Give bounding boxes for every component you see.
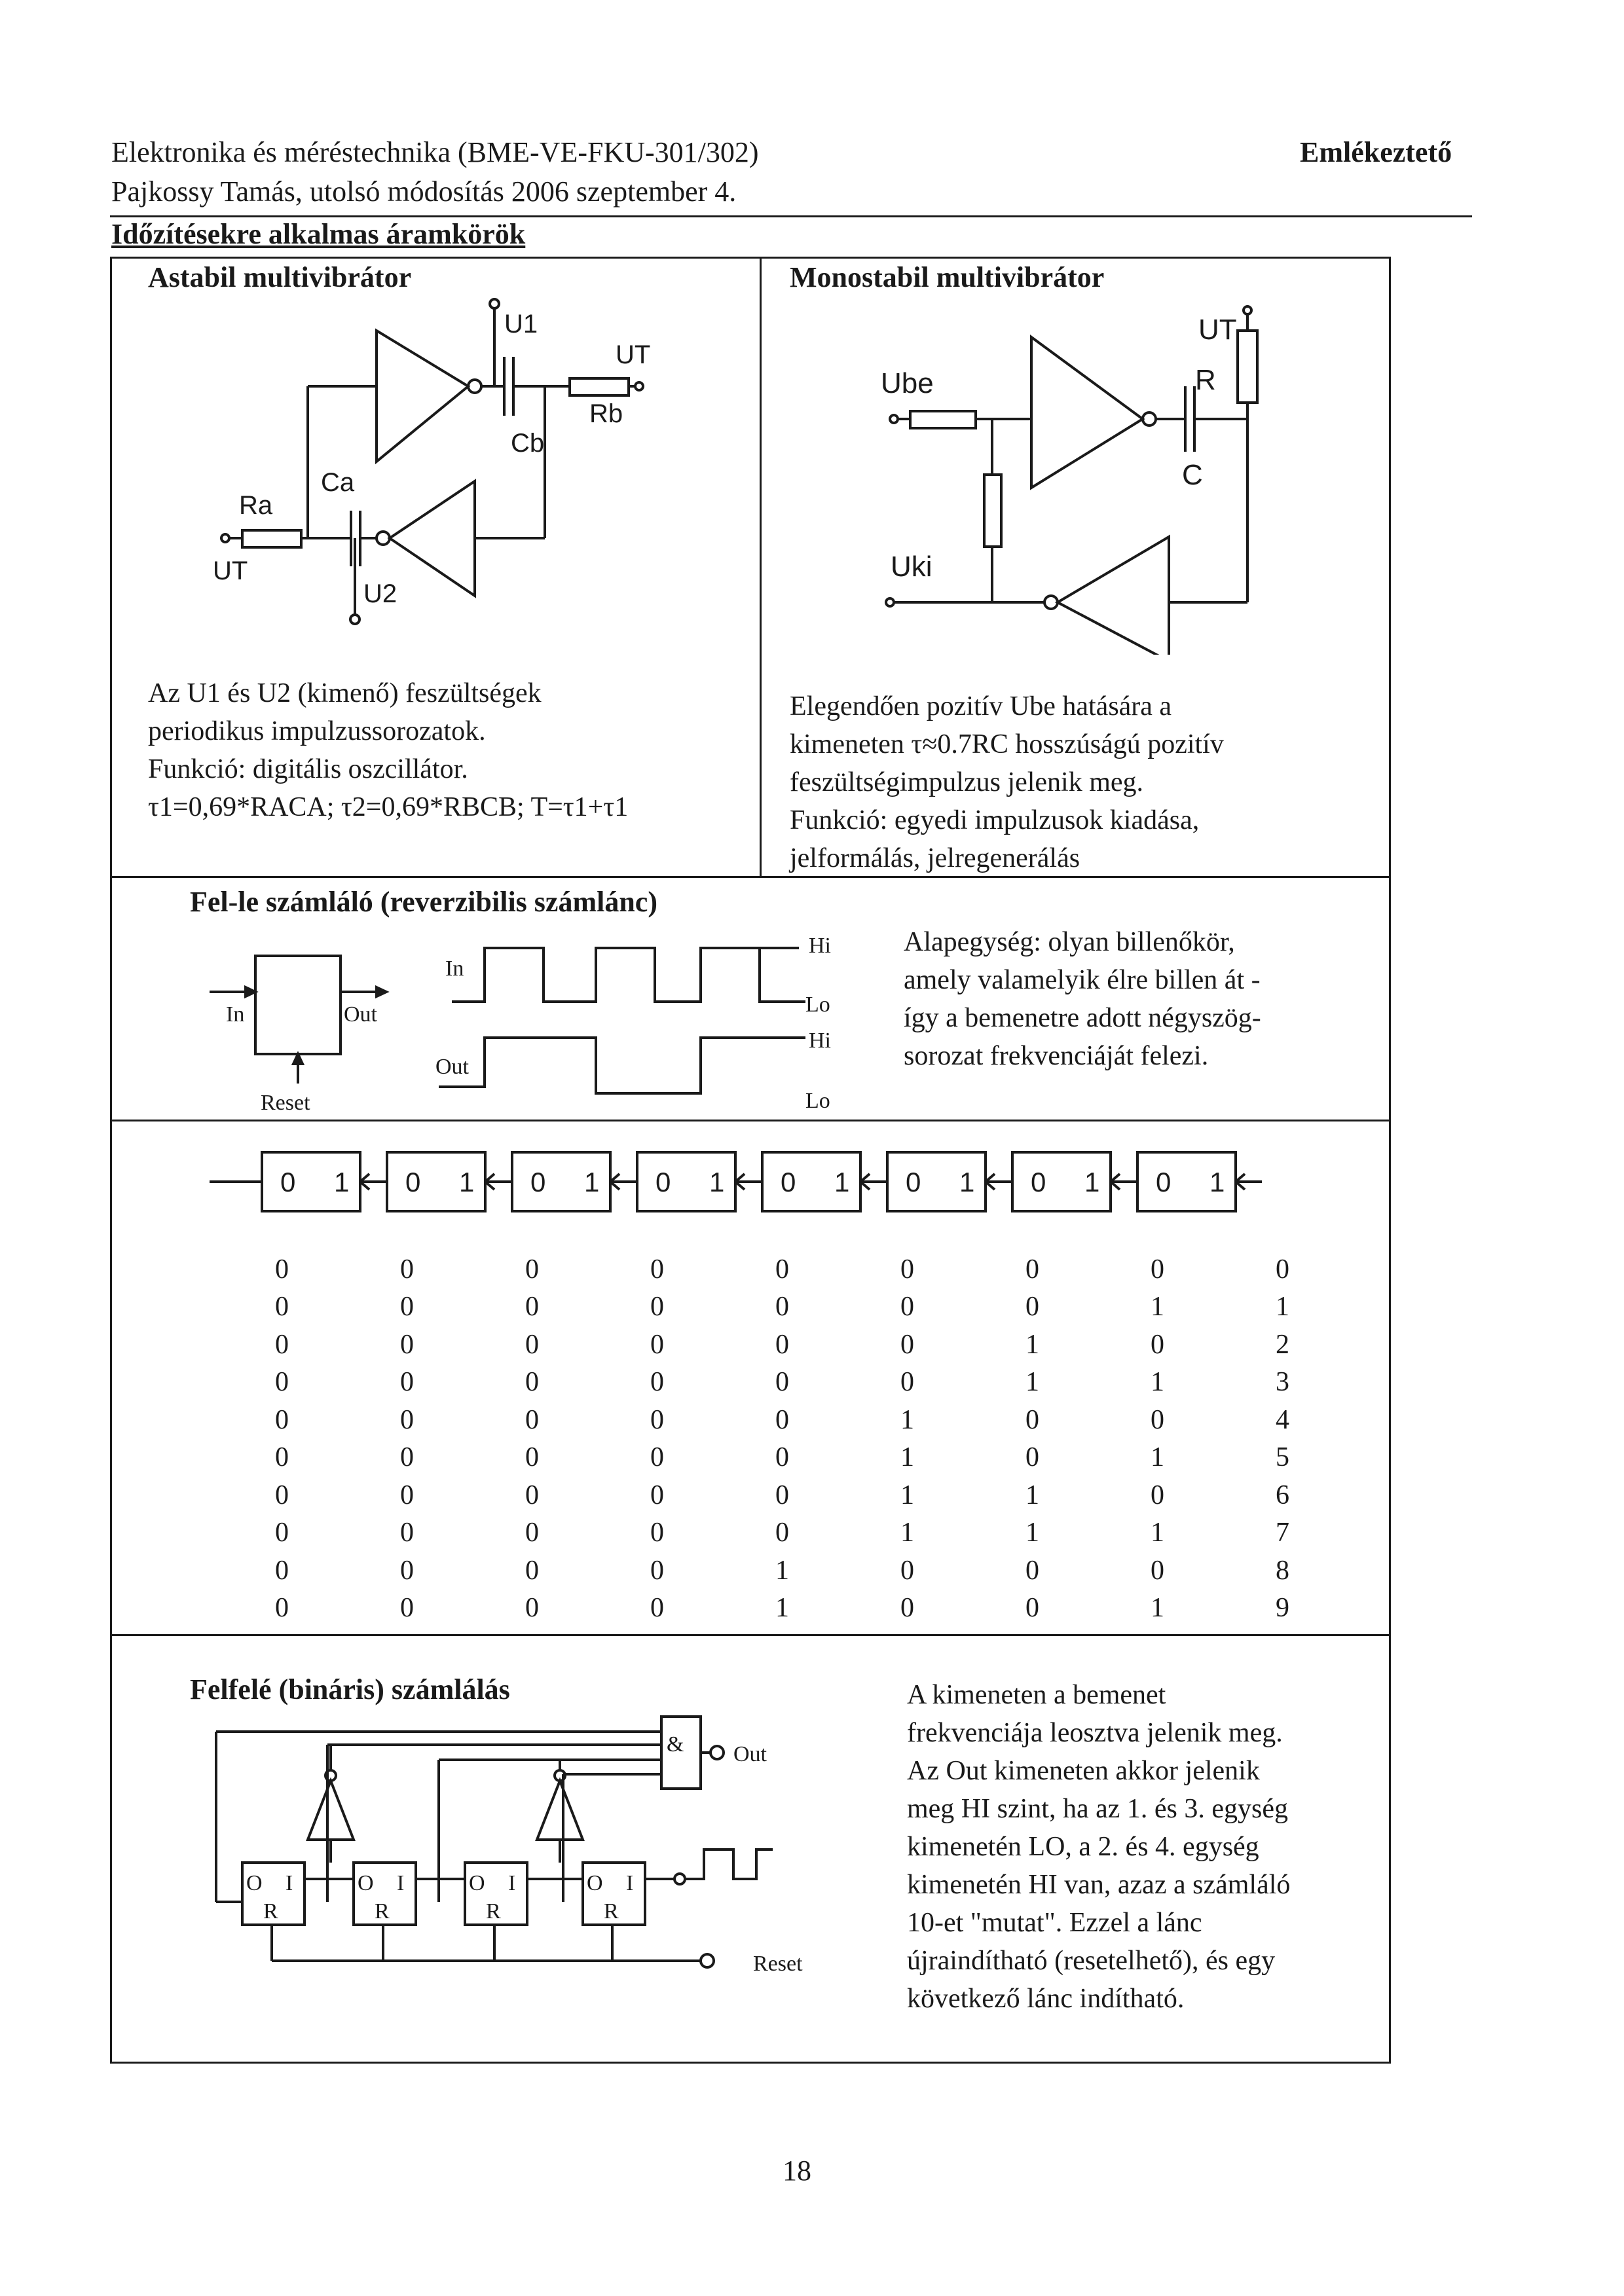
table-row bbox=[275, 1590, 1401, 1628]
table-cell: 0 bbox=[650, 1593, 664, 1624]
lo-label-2: Lo bbox=[805, 1089, 830, 1113]
counter-chain bbox=[111, 1126, 1388, 1237]
ff-i-label: I bbox=[286, 1871, 293, 1895]
ut-top-label: UT bbox=[616, 340, 651, 369]
table-row bbox=[275, 1326, 1401, 1364]
counter-diagram bbox=[111, 923, 871, 1120]
uki-label: Uki bbox=[891, 551, 932, 583]
binary-desc-line: 10-et "mutat". Ezzel a lánc bbox=[907, 1908, 1202, 1938]
table-cell: 0 bbox=[525, 1442, 539, 1473]
ff-o-label: O bbox=[587, 1871, 603, 1895]
ff-r-label: R bbox=[604, 1899, 619, 1923]
ut-left-label: UT bbox=[213, 556, 248, 585]
table-cell: 0 bbox=[775, 1329, 789, 1360]
counter-out-label: Out bbox=[344, 1002, 377, 1027]
chain-cell-zero: 0 bbox=[906, 1167, 921, 1197]
table-cell: 2 bbox=[1276, 1329, 1289, 1360]
table-row bbox=[275, 1552, 1401, 1590]
table-cell: 0 bbox=[650, 1254, 664, 1285]
binary-desc-line: újraindítható (resetelhető), és egy bbox=[907, 1946, 1276, 1976]
table-cell: 1 bbox=[775, 1555, 789, 1586]
table-row bbox=[275, 1288, 1401, 1326]
table-row bbox=[275, 1401, 1401, 1439]
u1-label: U1 bbox=[504, 310, 538, 338]
table-cell: 0 bbox=[400, 1254, 414, 1285]
astable-schematic bbox=[111, 288, 760, 655]
table-cell: 0 bbox=[275, 1480, 289, 1510]
table-cell: 0 bbox=[400, 1555, 414, 1586]
monostable-schematic bbox=[763, 288, 1388, 655]
table-cell: 0 bbox=[400, 1367, 414, 1398]
chain-cell-one: 1 bbox=[834, 1167, 850, 1197]
table-cell: 0 bbox=[525, 1404, 539, 1435]
table-cell: 0 bbox=[1151, 1555, 1164, 1586]
table-cell: 1 bbox=[1025, 1480, 1039, 1510]
hi-label-2: Hi bbox=[809, 1029, 831, 1053]
ff-r-label: R bbox=[486, 1899, 501, 1923]
chain-cell-zero: 0 bbox=[655, 1167, 671, 1197]
binary-reset-label: Reset bbox=[753, 1952, 803, 1976]
ff-r-label: R bbox=[263, 1899, 278, 1923]
hi-label-1: Hi bbox=[809, 934, 831, 958]
c-label: C bbox=[1182, 459, 1203, 491]
table-cell: 0 bbox=[775, 1404, 789, 1435]
table-row bbox=[275, 1439, 1401, 1477]
r-label: R bbox=[1195, 364, 1216, 396]
table-row bbox=[275, 1250, 1401, 1288]
binary-title: Felfelé (bináris) számlálás bbox=[190, 1673, 510, 1705]
table-cell: 5 bbox=[1276, 1442, 1289, 1473]
table-cell: 0 bbox=[525, 1518, 539, 1548]
chain-cell-one: 1 bbox=[584, 1167, 600, 1197]
counter-title: Fel-le számláló (reverzibilis számlánc) bbox=[190, 886, 657, 918]
table-cell: 1 bbox=[900, 1404, 914, 1435]
divider-3 bbox=[110, 1634, 1391, 1636]
table-cell: 0 bbox=[900, 1329, 914, 1360]
table-row bbox=[275, 1514, 1401, 1552]
table-cell: 0 bbox=[400, 1518, 414, 1548]
monostable-desc-line: Funkció: egyedi impulzusok kiadása, bbox=[790, 805, 1200, 835]
table-cell: 1 bbox=[1151, 1292, 1164, 1322]
table-cell: 0 bbox=[900, 1593, 914, 1624]
table-cell: 0 bbox=[525, 1329, 539, 1360]
divider-2 bbox=[110, 1120, 1391, 1121]
ff-r-label: R bbox=[375, 1899, 390, 1923]
table-cell: 3 bbox=[1276, 1367, 1289, 1398]
monostable-desc-line: kimeneten τ≈0.7RC hosszúságú pozitív bbox=[790, 729, 1224, 759]
ff-i-label: I bbox=[397, 1871, 405, 1895]
table-row bbox=[275, 1364, 1401, 1402]
binary-desc-line: következő lánc indítható. bbox=[907, 1984, 1185, 2014]
table-cell: 0 bbox=[275, 1555, 289, 1586]
ra-label: Ra bbox=[239, 491, 273, 520]
astable-desc-line: Az U1 és U2 (kimenő) feszültségek bbox=[148, 678, 542, 708]
author-line: Pajkossy Tamás, utolsó módosítás 2006 szeptember 4. bbox=[111, 175, 737, 208]
monostable-description bbox=[790, 687, 1224, 877]
table-cell: 0 bbox=[275, 1593, 289, 1624]
chain-cell-zero: 0 bbox=[781, 1167, 796, 1197]
table-cell: 0 bbox=[275, 1254, 289, 1285]
table-cell: 0 bbox=[775, 1292, 789, 1322]
table-cell: 0 bbox=[650, 1480, 664, 1510]
monostable-desc-line: feszültségimpulzus jelenik meg. bbox=[790, 767, 1144, 797]
astable-title: Astabil multivibrátor bbox=[148, 261, 412, 293]
and-label: & bbox=[667, 1732, 684, 1757]
binary-desc-line: kimenetén LO, a 2. és 4. egység bbox=[907, 1832, 1259, 1862]
table-cell: 0 bbox=[275, 1329, 289, 1360]
table-cell: 0 bbox=[400, 1593, 414, 1624]
table-cell: 9 bbox=[1276, 1593, 1289, 1624]
table-cell: 1 bbox=[1025, 1329, 1039, 1360]
chain-cell-one: 1 bbox=[1209, 1167, 1225, 1197]
table-cell: 0 bbox=[1025, 1404, 1039, 1435]
monostable-desc-line: jelformálás, jelregenerálás bbox=[790, 843, 1080, 873]
table-cell: 0 bbox=[400, 1442, 414, 1473]
table-cell: 0 bbox=[525, 1593, 539, 1624]
chain-cell-zero: 0 bbox=[1156, 1167, 1172, 1197]
table-cell: 0 bbox=[275, 1292, 289, 1322]
binary-out-label: Out bbox=[733, 1742, 767, 1766]
table-cell: 1 bbox=[1151, 1518, 1164, 1548]
table-cell: 0 bbox=[1151, 1480, 1164, 1510]
binary-desc-line: frekvenciája leosztva jelenik meg. bbox=[907, 1718, 1283, 1748]
table-cell: 0 bbox=[1025, 1442, 1039, 1473]
ff-o-label: O bbox=[358, 1871, 374, 1895]
chain-cell-zero: 0 bbox=[1031, 1167, 1046, 1197]
table-cell: 0 bbox=[525, 1480, 539, 1510]
table-cell: 0 bbox=[275, 1442, 289, 1473]
table-cell: 0 bbox=[400, 1480, 414, 1510]
section-title: Időzítésekre alkalmas áramkörök bbox=[111, 218, 526, 250]
wave-out-label: Out bbox=[435, 1055, 469, 1079]
binary-desc-line: kimenetén HI van, azaz a számláló bbox=[907, 1870, 1291, 1900]
table-cell: 7 bbox=[1276, 1518, 1289, 1548]
chain-cell-zero: 0 bbox=[280, 1167, 296, 1197]
chain-cell-one: 1 bbox=[334, 1167, 350, 1197]
wave-in-label: In bbox=[445, 957, 464, 981]
table-cell: 0 bbox=[900, 1254, 914, 1285]
chain-cell-zero: 0 bbox=[405, 1167, 421, 1197]
table-cell: 0 bbox=[775, 1442, 789, 1473]
table-cell: 1 bbox=[1151, 1593, 1164, 1624]
binary-desc-line: meg HI szint, ha az 1. és 3. egység bbox=[907, 1794, 1288, 1824]
table-cell: 0 bbox=[900, 1555, 914, 1586]
astable-desc-line: periodikus impulzussorozatok. bbox=[148, 716, 486, 746]
chain-cell-one: 1 bbox=[709, 1167, 725, 1197]
course-title: Elektronika és méréstechnika (BME-VE-FKU-301/302) bbox=[111, 136, 759, 168]
counter-state-table bbox=[275, 1250, 1401, 1627]
table-cell: 0 bbox=[1025, 1292, 1039, 1322]
table-cell: 1 bbox=[1025, 1518, 1039, 1548]
table-cell: 0 bbox=[275, 1518, 289, 1548]
binary-description bbox=[907, 1676, 1290, 2018]
monostable-title: Monostabil multivibrátor bbox=[790, 261, 1105, 293]
table-cell: 0 bbox=[650, 1292, 664, 1322]
binary-counter-schematic bbox=[111, 1702, 897, 2016]
table-cell: 4 bbox=[1276, 1404, 1289, 1435]
binary-desc-line: Az Out kimeneten akkor jelenik bbox=[907, 1756, 1260, 1786]
header-label: Emlékeztető bbox=[1300, 136, 1452, 168]
binary-desc-line: A kimeneten a bemenet bbox=[907, 1680, 1166, 1710]
page-number: 18 bbox=[783, 2155, 811, 2187]
table-cell: 1 bbox=[1025, 1367, 1039, 1398]
chain-cell-one: 1 bbox=[959, 1167, 975, 1197]
table-cell: 0 bbox=[650, 1404, 664, 1435]
table-cell: 1 bbox=[900, 1442, 914, 1473]
table-cell: 6 bbox=[1276, 1480, 1289, 1510]
table-cell: 0 bbox=[650, 1442, 664, 1473]
table-cell: 0 bbox=[1025, 1593, 1039, 1624]
table-cell: 0 bbox=[775, 1254, 789, 1285]
table-cell: 0 bbox=[775, 1480, 789, 1510]
chain-cell-one: 1 bbox=[459, 1167, 475, 1197]
ff-o-label: O bbox=[469, 1871, 485, 1895]
astable-desc-line: Funkció: digitális oszcillátor. bbox=[148, 754, 468, 784]
counter-reset-label: Reset bbox=[261, 1091, 310, 1115]
ff-o-label: O bbox=[246, 1871, 263, 1895]
table-cell: 1 bbox=[900, 1518, 914, 1548]
table-cell: 0 bbox=[400, 1404, 414, 1435]
counter-desc-line: Alapegység: olyan billenőkör, bbox=[904, 927, 1235, 957]
table-cell: 0 bbox=[525, 1292, 539, 1322]
cb-label: Cb bbox=[511, 429, 545, 458]
counter-description bbox=[904, 923, 1261, 1075]
table-cell: 0 bbox=[525, 1555, 539, 1586]
table-cell: 0 bbox=[1276, 1254, 1289, 1285]
table-cell: 0 bbox=[775, 1518, 789, 1548]
ca-label: Ca bbox=[321, 468, 355, 497]
counter-desc-line: sorozat frekvenciáját felezi. bbox=[904, 1041, 1209, 1071]
table-cell: 1 bbox=[775, 1593, 789, 1624]
table-cell: 0 bbox=[900, 1367, 914, 1398]
table-cell: 0 bbox=[650, 1367, 664, 1398]
table-cell: 1 bbox=[1151, 1367, 1164, 1398]
u2-label: U2 bbox=[363, 579, 397, 608]
table-cell: 0 bbox=[1025, 1555, 1039, 1586]
astable-desc-line: τ1=0,69*RACA; τ2=0,69*RBCB; T=τ1+τ1 bbox=[148, 792, 629, 822]
table-cell: 1 bbox=[1276, 1292, 1289, 1322]
table-cell: 0 bbox=[1151, 1254, 1164, 1285]
ff-i-label: I bbox=[508, 1871, 516, 1895]
table-row bbox=[275, 1476, 1401, 1514]
table-cell: 0 bbox=[650, 1555, 664, 1586]
table-cell: 0 bbox=[650, 1329, 664, 1360]
table-cell: 1 bbox=[1151, 1442, 1164, 1473]
counter-desc-line: így a bemenetre adott négyszög- bbox=[904, 1003, 1261, 1033]
table-cell: 0 bbox=[775, 1367, 789, 1398]
table-cell: 0 bbox=[1151, 1404, 1164, 1435]
table-cell: 0 bbox=[650, 1518, 664, 1548]
top-divider bbox=[760, 257, 762, 877]
ff-i-label: I bbox=[626, 1871, 634, 1895]
table-cell: 0 bbox=[275, 1367, 289, 1398]
table-cell: 0 bbox=[275, 1404, 289, 1435]
chain-cell-one: 1 bbox=[1084, 1167, 1100, 1197]
table-cell: 8 bbox=[1276, 1555, 1289, 1586]
table-cell: 1 bbox=[900, 1480, 914, 1510]
counter-in-label: In bbox=[226, 1002, 245, 1027]
table-cell: 0 bbox=[525, 1367, 539, 1398]
counter-desc-line: amely valamelyik élre billen át - bbox=[904, 965, 1261, 995]
monostable-desc-line: Elegendően pozitív Ube hatására a bbox=[790, 691, 1172, 721]
table-cell: 0 bbox=[1025, 1254, 1039, 1285]
ube-label: Ube bbox=[881, 367, 934, 399]
table-cell: 0 bbox=[525, 1254, 539, 1285]
table-cell: 0 bbox=[900, 1292, 914, 1322]
astable-description bbox=[148, 674, 628, 826]
table-cell: 0 bbox=[400, 1292, 414, 1322]
rb-label: Rb bbox=[589, 399, 623, 428]
lo-label-1: Lo bbox=[805, 993, 830, 1017]
table-cell: 0 bbox=[400, 1329, 414, 1360]
chain-cell-zero: 0 bbox=[530, 1167, 546, 1197]
ut-label: UT bbox=[1198, 314, 1237, 346]
table-cell: 0 bbox=[1151, 1329, 1164, 1360]
